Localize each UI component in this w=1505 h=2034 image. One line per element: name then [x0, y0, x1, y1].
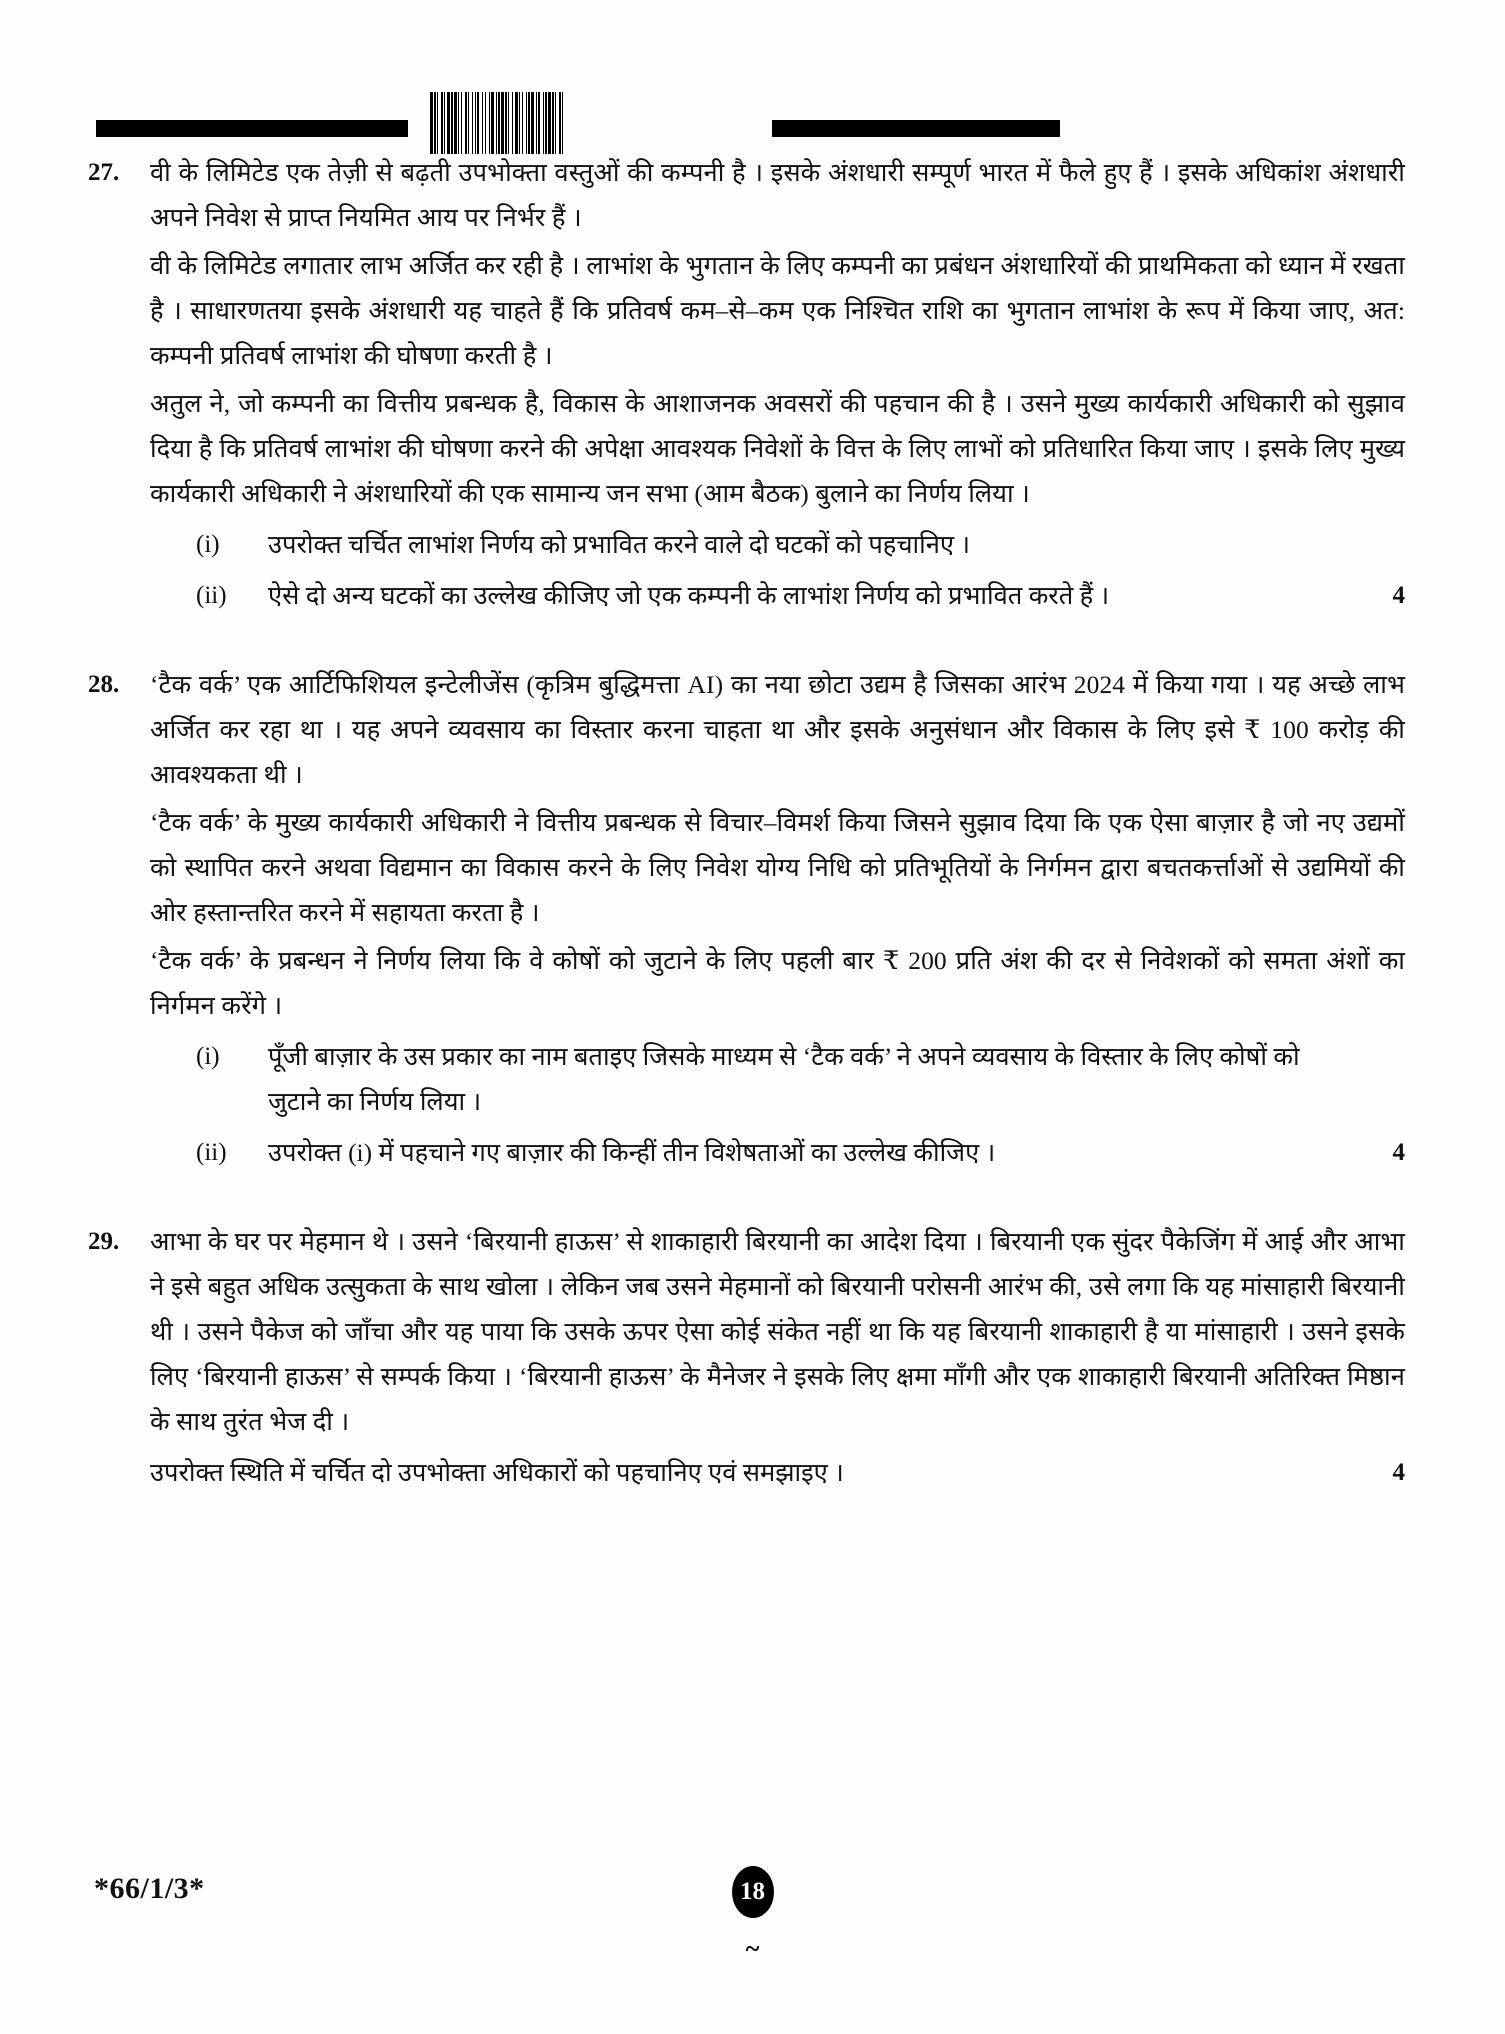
sub-question-item — [150, 522, 1405, 567]
sub-question-label: (ii) — [196, 1139, 227, 1166]
question-paragraph: अतुल ने, जो कम्पनी का वित्तीय प्रबन्धक है, विकास के आशाजनक अवसरों की पहचान की है । उसने मुख्य कार्यकारी अधिकारी को सुझाव दिया है कि प्रतिवर्ष लाभांश की घोषणा करने की अपेक्षा आवश्यक निवेशों के वित्त के लिए लाभों को प्रतिधारित किया जाए । इसके लिए मुख्य कार्यकारी अधिकारी ने अंशधारियों की एक सामान्य जन सभा (आम बैठक) बुलाने का निर्णय लिया । — [150, 389, 1405, 508]
sub-question-text: उपरोक्त चर्चित लाभांश निर्णय को प्रभावित करने वाले दो घटकों को पहचानिए । — [268, 530, 971, 559]
tilde-mark: ~ — [745, 1934, 760, 1963]
sub-question-text: उपरोक्त (i) में पहचाने गए बाज़ार की किन्हीं तीन विशेषताओं का उल्लेख कीजिए । — [268, 1138, 996, 1167]
marks-value: 4 — [1392, 582, 1405, 609]
sub-question-label: (i) — [196, 1043, 220, 1070]
sub-question-item — [150, 573, 1405, 618]
header-rule-right — [772, 120, 1060, 137]
sub-question-item — [150, 1130, 1405, 1175]
question-29 — [0, 1219, 1505, 1495]
sub-question-text: पूँजी बाज़ार के उस प्रकार का नाम बताइए जिसके माध्यम से ‘टैक वर्क’ ने अपने व्यवसाय के विस्तार के लिए कोषों को जुटाने का निर्णय लिया । — [268, 1042, 1300, 1116]
question-paragraph: ‘टैक वर्क’ के मुख्य कार्यकारी अधिकारी ने वित्तीय प्रबन्धक से विचार–विमर्श किया जिसने सुझाव दिया कि एक ऐसा बाज़ार है जो नए उद्यमों को स्थापित करने अथवा विद्यमान का विकास करने के लिए निवेश योग्य निधि को प्रतिभूतियों के निर्गमन द्वारा बचतकर्त्ताओं से उद्यमियों की ओर हस्तान्तरित करने में सहायता करता है । — [150, 808, 1405, 927]
question-body — [150, 150, 1505, 618]
question-body — [150, 662, 1505, 1175]
marks-value: 4 — [1392, 1459, 1405, 1486]
question-number: 27. — [88, 159, 120, 186]
question-paragraph: वी के लिमिटेड लगातार लाभ अर्जित कर रही है । लाभांश के भुगतान के लिए कम्पनी का प्रबंधन अंशधारियों की प्राथमिकता को ध्यान में रखता है । साधारणतया इसके अंशधारी यह चाहते हैं कि प्रतिवर्ष कम–से–कम एक निश्चित राशि का भुगतान लाभांश के रूप में किया जाए, अत: कम्पनी प्रतिवर्ष लाभांश की घोषणा करती है । — [150, 251, 1405, 370]
question-spacer — [0, 624, 1505, 662]
question-27 — [0, 150, 1505, 618]
marks-value: 4 — [1392, 1139, 1405, 1166]
question-closing-item — [150, 1450, 1405, 1495]
page-number-badge: 18 — [732, 1866, 774, 1918]
question-paragraph: आभा के घर पर मेहमान थे । उसने ‘बिरयानी हाऊस’ से शाकाहारी बिरयानी का आदेश दिया । बिरयानी एक सुंदर पैकेजिंग में आई और आभा ने इसे बहुत अधिक उत्सुकता के साथ खोला । लेकिन जब उसने मेहमानों को बिरयानी परोसनी आरंभ की, उसे लगा कि यह मांसाहारी बिरयानी थी । उसने पैकेज को जाँचा और यह पाया कि उसके ऊपर ऐसा कोई संकेत नहीं था कि यह बिरयानी शाकाहारी है या मांसाहारी । उसने इसके लिए ‘बिरयानी हाऊस’ से सम्पर्क किया । ‘बिरयानी हाऊस’ के मैनेजर ने इसके लिए क्षमा माँगी और एक शाकाहारी बिरयानी अतिरिक्त मिष्ठान के साथ तुरंत भेज दी । — [150, 1227, 1405, 1436]
question-spacer — [0, 1181, 1505, 1219]
sub-question-text: ऐसे दो अन्य घटकों का उल्लेख कीजिए जो एक कम्पनी के लाभांश निर्णय को प्रभावित करते हैं । — [268, 581, 1110, 610]
barcode-icon — [430, 92, 726, 154]
question-closing-text: उपरोक्त स्थिति में चर्चित दो उपभोक्ता अधिकारों को पहचानिए एवं समझाइए । — [150, 1458, 844, 1487]
sub-question-label: (ii) — [196, 582, 227, 609]
header-rule-left — [96, 120, 408, 137]
page-content — [0, 150, 1505, 1501]
page-header-band — [0, 106, 1505, 154]
question-paragraph: वी के लिमिटेड एक तेज़ी से बढ़ती उपभोक्ता वस्तुओं की कम्पनी है । इसके अंशधारी सम्पूर्ण भारत में फैले हुए हैं । इसके अधिकांश अंशधारी अपने निवेश से प्राप्त नियमित आय पर निर्भर हैं । — [150, 158, 1405, 232]
question-number: 29. — [88, 1228, 120, 1255]
sub-question-item — [150, 1034, 1405, 1124]
sub-question-label: (i) — [196, 531, 220, 558]
page-footer — [0, 1872, 1505, 1992]
question-paragraph: ‘टैक वर्क’ के प्रबन्धन ने निर्णय लिया कि वे कोषों को जुटाने के लिए पहली बार ₹ 200 प्रति अंश की दर से निवेशकों को समता अंशों का निर्गमन करेंगे । — [150, 946, 1405, 1020]
question-body — [150, 1219, 1505, 1495]
question-paragraph: ‘टैक वर्क’ एक आर्टिफिशियल इन्टेलीजेंस (कृत्रिम बुद्धिमत्ता AI) का नया छोटा उद्यम है जिसका आरंभ 2024 में किया गया । यह अच्छे लाभ अर्जित कर रहा था । यह अपने व्यवसाय का विस्तार करना चाहता था और इसके अनुसंधान और विकास के लिए इसे ₹ 100 करोड़ की आवश्यकता थी । — [150, 670, 1405, 789]
paper-code: *66/1/3* — [94, 1872, 205, 1905]
question-number: 28. — [88, 671, 120, 698]
question-28 — [0, 662, 1505, 1175]
